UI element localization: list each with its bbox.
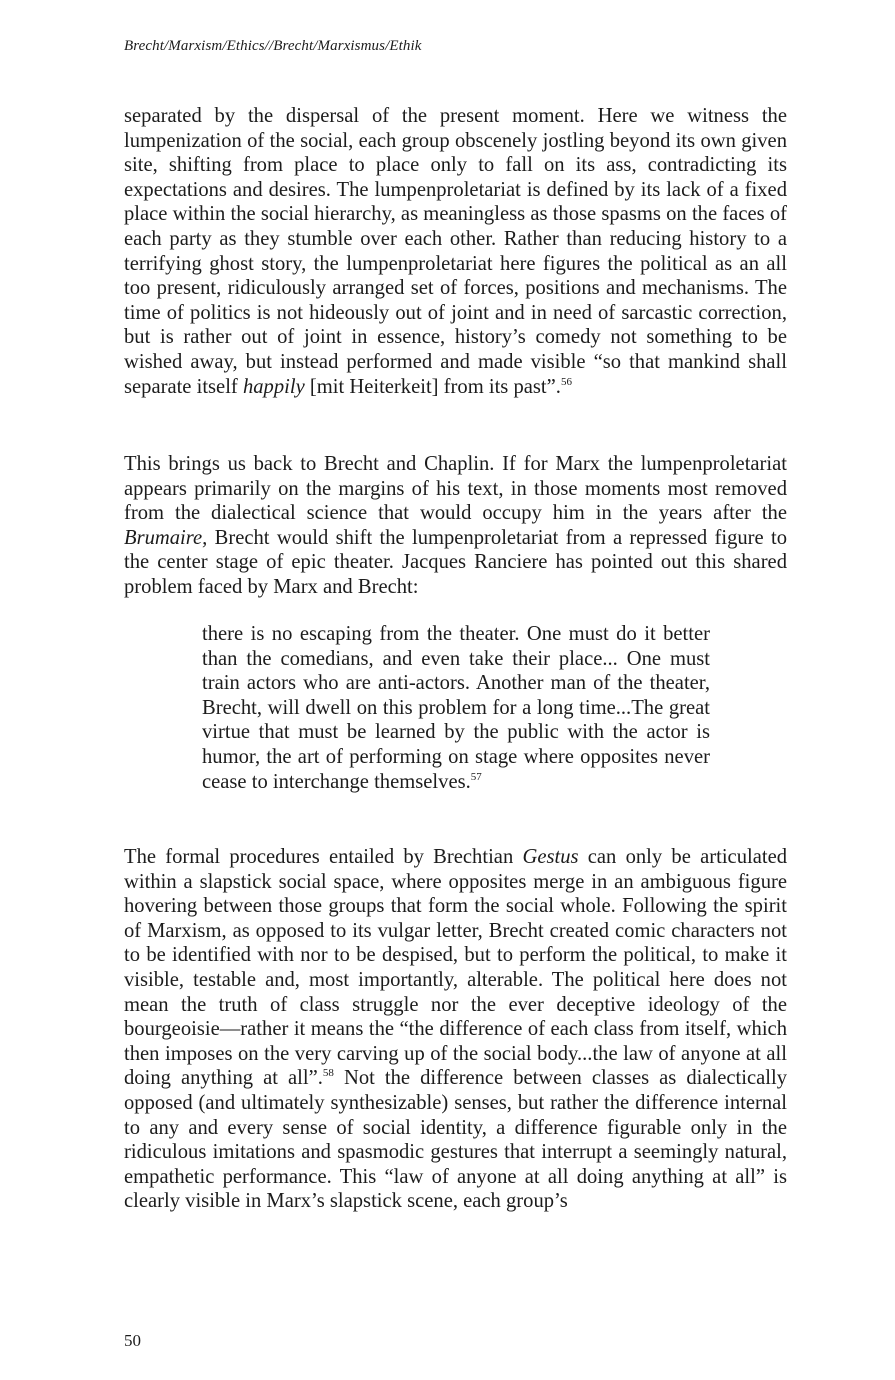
block-quote [202,622,710,794]
quote-text: there is no escaping from the theater. One must do it better than the comedians, and even take their place... One must train actors who are anti-actors. Another man of the theater, Brecht, will dwell on this problem for a long time...The great virtue that must be learned by the public with the actor is humor, the art of performing on stage where opposites never cease to interchange themselves. [202,623,710,793]
paragraph [124,104,787,399]
paragraph-text: [mit Heiterkeit] from its past”. [304,375,561,398]
paragraph-text: Brecht would shift the lumpenproletariat from a repressed figure to the center stage of epic theater. Jacques Ranciere has pointed out this shared problem faced by Marx and Brecht: [124,526,787,598]
paragraph-text: The formal procedures entailed by Brechtian [124,846,523,868]
emphasis-text: Brumaire, [124,526,208,549]
page-number: 50 [124,1331,141,1350]
paragraph [124,845,787,1214]
emphasis-text: happily [242,375,305,398]
paragraph [124,452,787,600]
footnote-marker[interactable]: 57 [470,770,482,783]
emphasis-text: Gestus [522,846,579,868]
paragraph-text: separated by the dispersal of the present moment. Here we witness the lumpenization of the social, each group obscenely jostling beyond its own given site, shifting from place to place only to fall on its ass, contradicting its expectations and desires. The lumpenproletariat is defined by its lack of a fixed place within the social hierarchy, as meaningless as those spasms on the faces of each party as they stumble over each other. Rather than reducing history to a terrifying ghost story, the lumpenproletariat here figures the political as an all too present, ridiculously arranged set of forces, positions and mechanisms. The time of politics is not hideously out of joint and in need of sarcastic correction, but is rather out of joint in essence, history’s comedy not something to be wished away, but instead performed and made visible “so that mankind shall separate itself [124,105,787,398]
footnote-marker[interactable]: 58 [322,1067,334,1080]
paragraph-text: can only be articulated within a slapstick social space, where opposites merge in an ambiguous figure hovering between those groups that form the social whole. Following the spirit of Marxism, as opposed to its vulgar letter, Brecht created comic characters not to be identified with nor to be despised, but to perform the political, to make it visible, testable and, most importantly, alterable. The political here does not mean the truth of class struggle nor the ever deceptive ideology of the bourgeoisie—rather it means the “the difference of each class from itself, which then imposes on the very carving up of the social body...the law of anyone at all doing anything at all”. [124,846,788,1090]
paragraph-text: Not the difference between classes as dialectically opposed (and ultimately synthesizable) senses, but rather the difference internal to any and every sense of social identity, a difference figurable only in the ridiculous imitations and spasmodic gestures that interrupt a seemingly natural, empathetic performance. This “law of anyone at all doing anything at all” is clearly visible in Marx’s slapstick scene, each group’s [124,1067,787,1213]
running-head: Brecht/Marxism/Ethics//Brecht/Marxismus/Ethik [124,38,422,54]
footnote-marker[interactable]: 56 [560,375,572,388]
paragraph-text: This brings us back to Brecht and Chaplin. If for Marx the lumpenproletariat appears primarily on the margins of his text, in those moments most removed from the dialectical science that would occupy him in the years after the [124,453,787,525]
